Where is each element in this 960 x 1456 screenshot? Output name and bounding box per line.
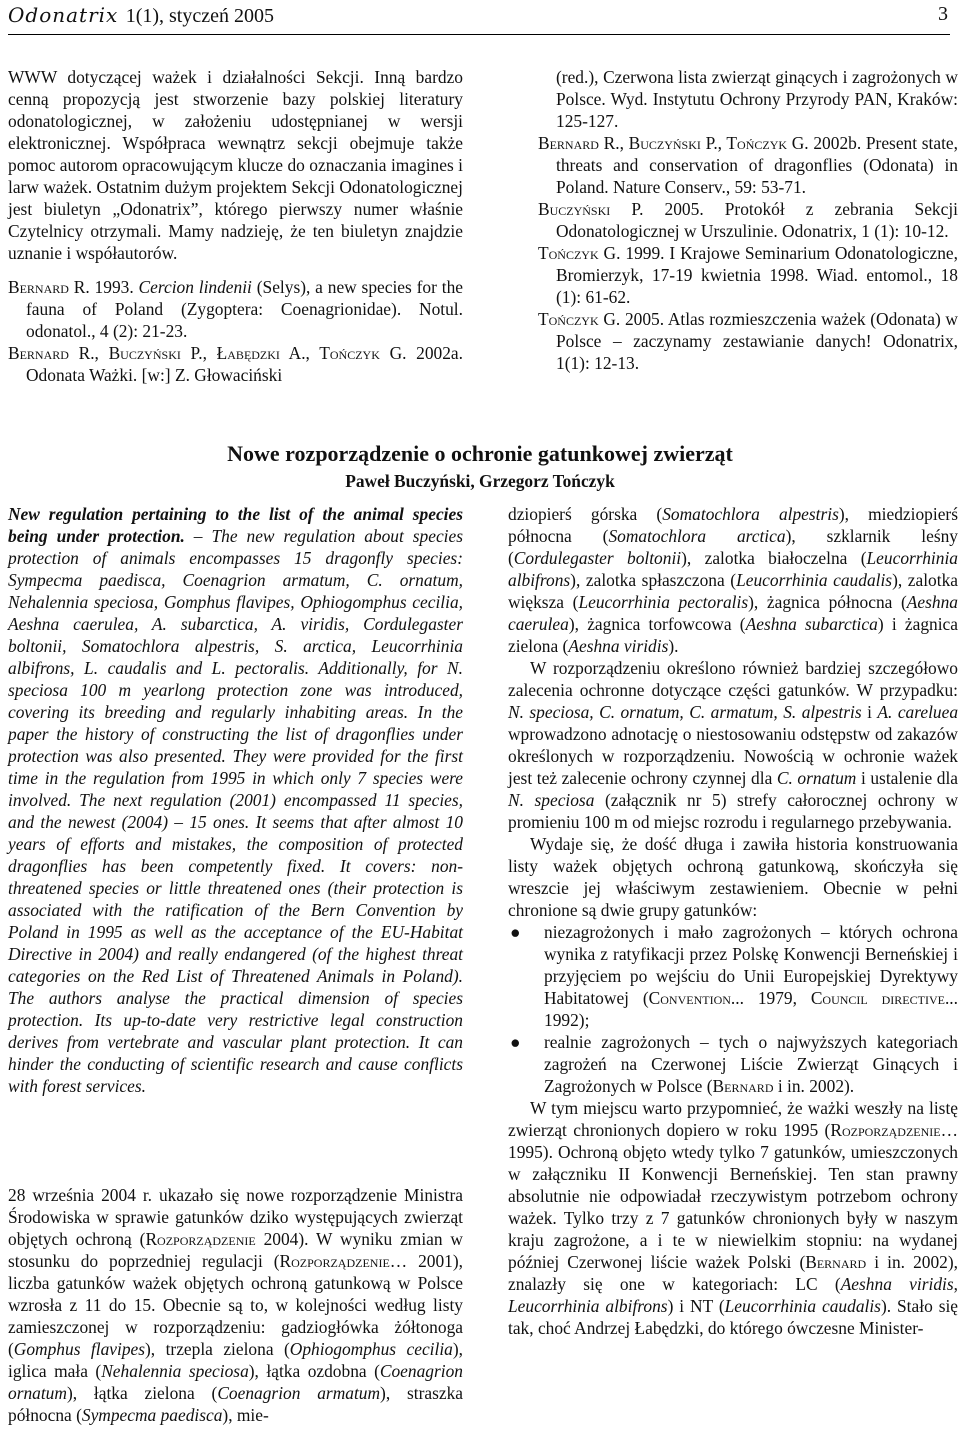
body-paragraph: Wydaje się, że dość długa i zawiła historia konstruowania listy ważek objętych ochroną gatunkową, skończyła się wreszcie jej właściwym zestawieniem. Obecnie w pełni chronione są dwie grupy gatunków: — [508, 834, 958, 920]
reference-item: Bernard R. 1993. Cercion lindenii (Selys), a new species for the fauna of Poland (Zygoptera: Coenagrionidae). Notul. odonatol., 4 (2): 21-23. — [8, 277, 463, 341]
body-paragraph: W tym miejscu warto przypomnieć, że ważki weszły na listę zwierząt chronionych dopiero w roku 1995 (Rozporządzenie… 1995). Ochroną objęto wtedy tylko 7 gatunków, umieszczonych w załączniku II Konwencji Berneńskiej. Ten stan prawny absolutnie nie odpowiadał rzeczywistym potrzebom ochrony ważek. Tylko trzy z 7 gatunków chronionych były w naszym kraju zagrożone, a i te w niewielkim stopniu: na wydanej później Czerwonej liście ważek Polski (Bernard i in. 2002), znalazły się one w kategoriach: LC (Aeshna viridis, Leucorrhinia albifrons) i NT (Leucorrhinia caudalis). Stało się tak, choć Andrzej Łabędzki, do którego ówczesne Minister- — [508, 1098, 959, 1338]
continuation-left-column — [8, 66, 463, 386]
article-authors: Paweł Buczyński, Grzegorz Tończyk — [345, 471, 615, 491]
body-paragraph: 28 września 2004 r. ukazało się nowe rozporządzenie Ministra Środowiska w sprawie gatunków dziko występujących zwierząt objętych ochroną (Rozporządzenie 2004). W wyniku zmian w stosunku do poprzedniej regulacji (Rozporządzenie… 2001), liczba gatunków ważek objętych ochroną gatunkową w Polsce wzrosła z 11 do 15. Obecnie są to, w kolejności według listy zamieszczonej w rozporządzeniu: gadziogłówka żółtonoga (Gomphus flavipes), trzepla zielona (Ophiogomphus cecilia), iglica mała (Nehalennia speciosa), łątka ozdobna (Coenagrion ornatum), łątka zielona (Coenagrion armatum), straszka północna (Sympecma paedisca), mie- — [8, 1185, 463, 1425]
english-abstract — [8, 503, 463, 1097]
body-paragraph: dziopierś górska (Somatochlora alpestris), miedziopierś północna (Somatochlora arctica), szklarnik leśny (Cordulegaster boltonii), zalotka białoczelna (Leucorrhinia albifrons), zalotka spłaszczona (Leucorrhinia caudalis), zalotka większa (Leucorrhinia pectoralis), żagnica północna (Aeshna caerulea), żagnica torfowcowa (Aeshna subarctica) i żagnica zielona (Aeshna viridis). — [508, 504, 959, 656]
article-body-right-column — [508, 503, 958, 1339]
page-number: 3 — [938, 3, 948, 25]
article-title: Nowe rozporządzenie o ochronie gatunkowej zwierząt — [227, 441, 733, 466]
reference-item: Tończyk G. 1999. I Krajowe Seminarium Odonatologiczne, Bromierzyk, 17-19 kwietnia 1998. Wiad. entomol., 18 (1): 61-62. — [538, 243, 958, 307]
list-item: ● niezagrożonych i mało zagrożonych – których ochrona wynika z ratyfikacji przez Polskę Konwencji Berneńskiej i przyjęciem po wejściu do Unii Europejskiej Dyrektywy Habitatowej (Convention... 1979, Council directive... 1992); — [510, 922, 958, 1030]
journal-title: Odonatrix 1(1), styczeń 2005 — [8, 3, 274, 27]
page-header — [8, 0, 950, 35]
bullet-icon: ● — [510, 1032, 521, 1052]
reference-item: Bernard R., Buczyński P., Łabędzki A., Tończyk G. 2002a. Odonata Ważki. [w:] Z. Głowaciński — [8, 343, 464, 385]
list-item: ● realnie zagrożonych – tych o najwyższych kategoriach zagrożeń na Czerwonej Liście Zwierząt Ginących i Zagrożonych w Polsce (Bernard i in. 2002). — [510, 1032, 958, 1096]
reference-item: Bernard R., Buczyński P., Tończyk G. 2002b. Present state, threats and conservation of dragonflies (Odonata) in Poland. Nature Conserv., 59: 53-71. — [538, 133, 958, 197]
bullet-list — [508, 921, 958, 1097]
continuation-right-column — [538, 66, 958, 374]
bullet-icon: ● — [510, 922, 521, 942]
references-list — [8, 276, 463, 386]
journal-issue: 1(1), styczeń 2005 — [125, 5, 274, 27]
reference-item: Tończyk G. 2005. Atlas rozmieszczenia ważek (Odonata) w Polsce – zaczynamy zestawianie danych! Odonatrix, 1(1): 12-13. — [538, 309, 958, 373]
article-body-left-column — [8, 1184, 463, 1426]
body-paragraph: W rozporządzeniu określono również bardziej szczegółowo zalecenia ochronne dotyczące części gatunków. W przypadku: N. speciosa, C. ornatum, C. armatum, S. alpestris i A. careluea wprowadzono adnotację o niestosowaniu odstępstw od zakazów określonych w rozporządzeniu. Nowością w ochronie ważek jest też zalecenie ochrony czynnej dla C. ornatum i ustalenie dla N. speciosa (załącznik nr 5) strefy całorocznej ochrony w promieniu 100 m od miejsc rozrodu i regularnego przebywania. — [508, 658, 959, 832]
abstract-body: – The new regulation about species protection of animals encompasses 15 dragonfly species: Sympecma paedisca, Coenagrion armatum, C. ornatum, Nehalennia speciosa, Gomphus flavipes, Ophiogomphus cecilia, Aeshna caerulea, A. subarctica, A. viridis, Cordulegaster boltonii, Somatochlora alpestris, S. arctica, Leucorrhinia albifrons, L. caudalis and L. pectoralis. Additionally, for N. speciosa 100 m yearlong protection zone was introduced, covering its breeding and regularly inhabiting areas. In the paper the history of constructing the list of dragonflies under protection was also presented. They were provided for the first time in the regulation from 1995 in which only 7 species were involved. The next regulation (2001) encompassed 11 species, and the newest (2004) – 15 ones. It seems that after almost 10 years of efforts and mistakes, the composition of protected dragonflies has been competently fixed. It covers: non-threatened species or little threatened ones (their protection is associated with the ratification of the Bern Convention by Poland in 1995 as well as the acceptance of the EU-Habitat Directive in 2004) and really endangered (of the highest threat categories on the Red List of Threatened Animals in Poland). The authors analyse the practical dimension of species protection. Its up-to-date very restrictive legal construction derives from vertebrate and vascular plant protection. It can hinder the conducting of scientific research and cause conflicts with forest services. — [8, 526, 464, 1096]
continuation-paragraph: WWW dotyczącej ważek i działalności Sekcji. Inną bardzo cenną propozycją jest stworzenie bazy polskiej literatury odonatologicznej, w założeniu udostępnianej w wersji elektronicznej. Współpraca wewnątrz sekcji obejmuje także pomoc autorom opracowującym klucze do oznaczania imagines i larw ważek. Ostatnim dużym projektem Sekcji Odonatologicznej jest biuletyn „Odonatrix”, którego pierwszy numer właśnie Czytelnicy otrzymali. Mamy nadzieję, że ten biuletyn znajdzie uznanie i współautorów. — [8, 67, 463, 263]
reference-continuation: (red.), Czerwona lista zwierząt ginących i zagrożonych w Polsce. Wyd. Instytutu Ochrony Przyrody PAN, Kraków: 125-127. — [556, 67, 958, 131]
reference-item: Buczyński P. 2005. Protokół z zebrania Sekcji Odonatologicznej w Urszulinie. Odonatrix, 1 (1): 10-12. — [538, 199, 958, 241]
abstract-title: New regulation pertaining to the list of the animal species being under protection. — [8, 504, 463, 546]
